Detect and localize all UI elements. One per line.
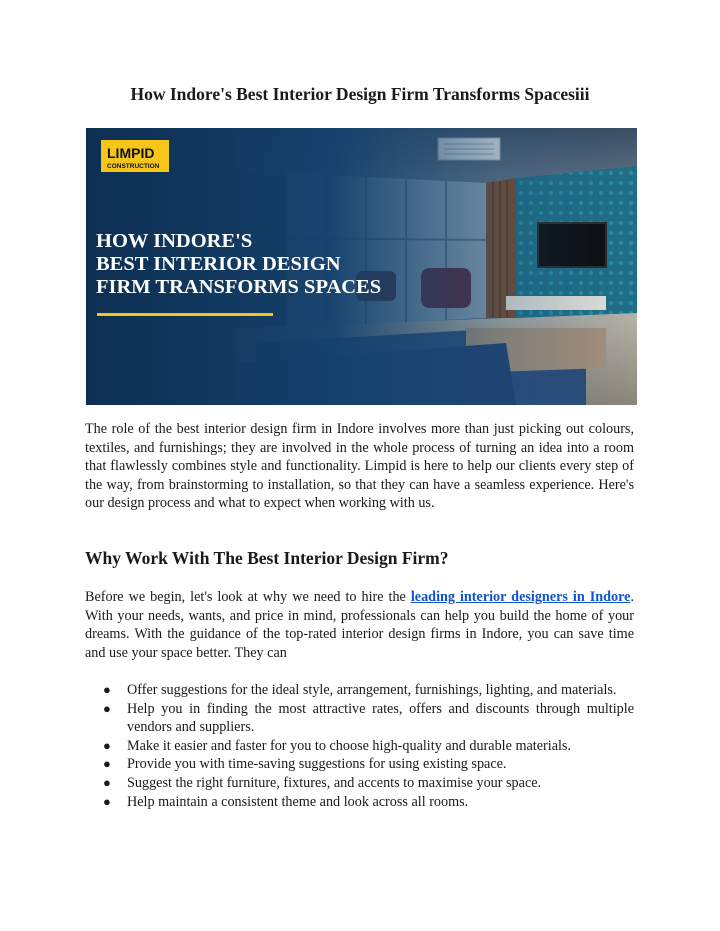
list-item	[85, 755, 634, 774]
bullet-icon: ●	[103, 682, 111, 697]
hero-headline-line-2: BEST INTERIOR DESIGN	[96, 253, 341, 275]
hero-accent-line	[97, 313, 273, 316]
section-heading: Why Work With The Best Interior Design Firm?	[85, 548, 449, 568]
logo-subtitle: CONSTRUCTION	[107, 163, 160, 170]
bullet-icon: ●	[103, 737, 111, 753]
leading-interior-designers-link[interactable]: leading interior designers in Indore	[410, 589, 631, 605]
list-item-text: Provide you with time-saving suggestions for using existing space.	[127, 756, 507, 773]
limpid-logo	[101, 140, 169, 172]
section-paragraph-end: . With your needs, wants, and price in mind, professionals can help you build the home of your dreams. With the guidance of the top-rated interior design firms in Indore, you can save time and use your space better. They can	[85, 589, 634, 661]
list-item	[85, 793, 634, 812]
bullet-icon: ●	[103, 700, 111, 716]
list-item	[85, 681, 634, 700]
section-paragraph	[85, 588, 634, 662]
bullet-icon: ●	[103, 793, 111, 809]
list-item	[85, 774, 634, 793]
hero-headline-line-3: FIRM TRANSFORMS SPACES	[96, 276, 382, 298]
bullet-icon: ●	[103, 756, 111, 772]
document-title: How Indore's Best Interior Design Firm Transforms Spacesiii	[130, 84, 590, 104]
hero-image	[86, 128, 637, 405]
list-item-text: Offer suggestions for the ideal style, arrangement, furnishings, lighting, and materials.	[127, 682, 617, 698]
list-item-text: Suggest the right furniture, fixtures, and accents to maximise your space.	[127, 774, 542, 791]
list-item-text: Help maintain a consistent theme and look across all rooms.	[127, 793, 469, 810]
intro-paragraph: The role of the best interior design firm in Indore involves more than just picking out colours, textiles, and furnishings; they are involved in the whole process of turning an idea into a room that flawlessly combines style and functionality. Limpid is here to help our clients every step of the way, from brainstorming to installation, so that they can have a seamless experience. Here's our design process and what to expect when working with us.	[85, 421, 634, 512]
logo-name: LIMPID	[107, 145, 155, 161]
bullet-icon: ●	[103, 774, 111, 790]
list-item	[85, 700, 634, 737]
hero-headline-line-1: HOW INDORE'S	[96, 230, 253, 252]
benefits-list	[85, 681, 634, 811]
section-paragraph-start: Before we begin, let's look at why we need to hire the	[85, 589, 411, 605]
list-item-text: Help you in finding the most attractive rates, offers and discounts through multiple vendors and suppliers.	[127, 700, 634, 736]
list-item	[85, 737, 634, 756]
list-item-text: Make it easier and faster for you to choose high-quality and durable materials.	[127, 737, 571, 754]
